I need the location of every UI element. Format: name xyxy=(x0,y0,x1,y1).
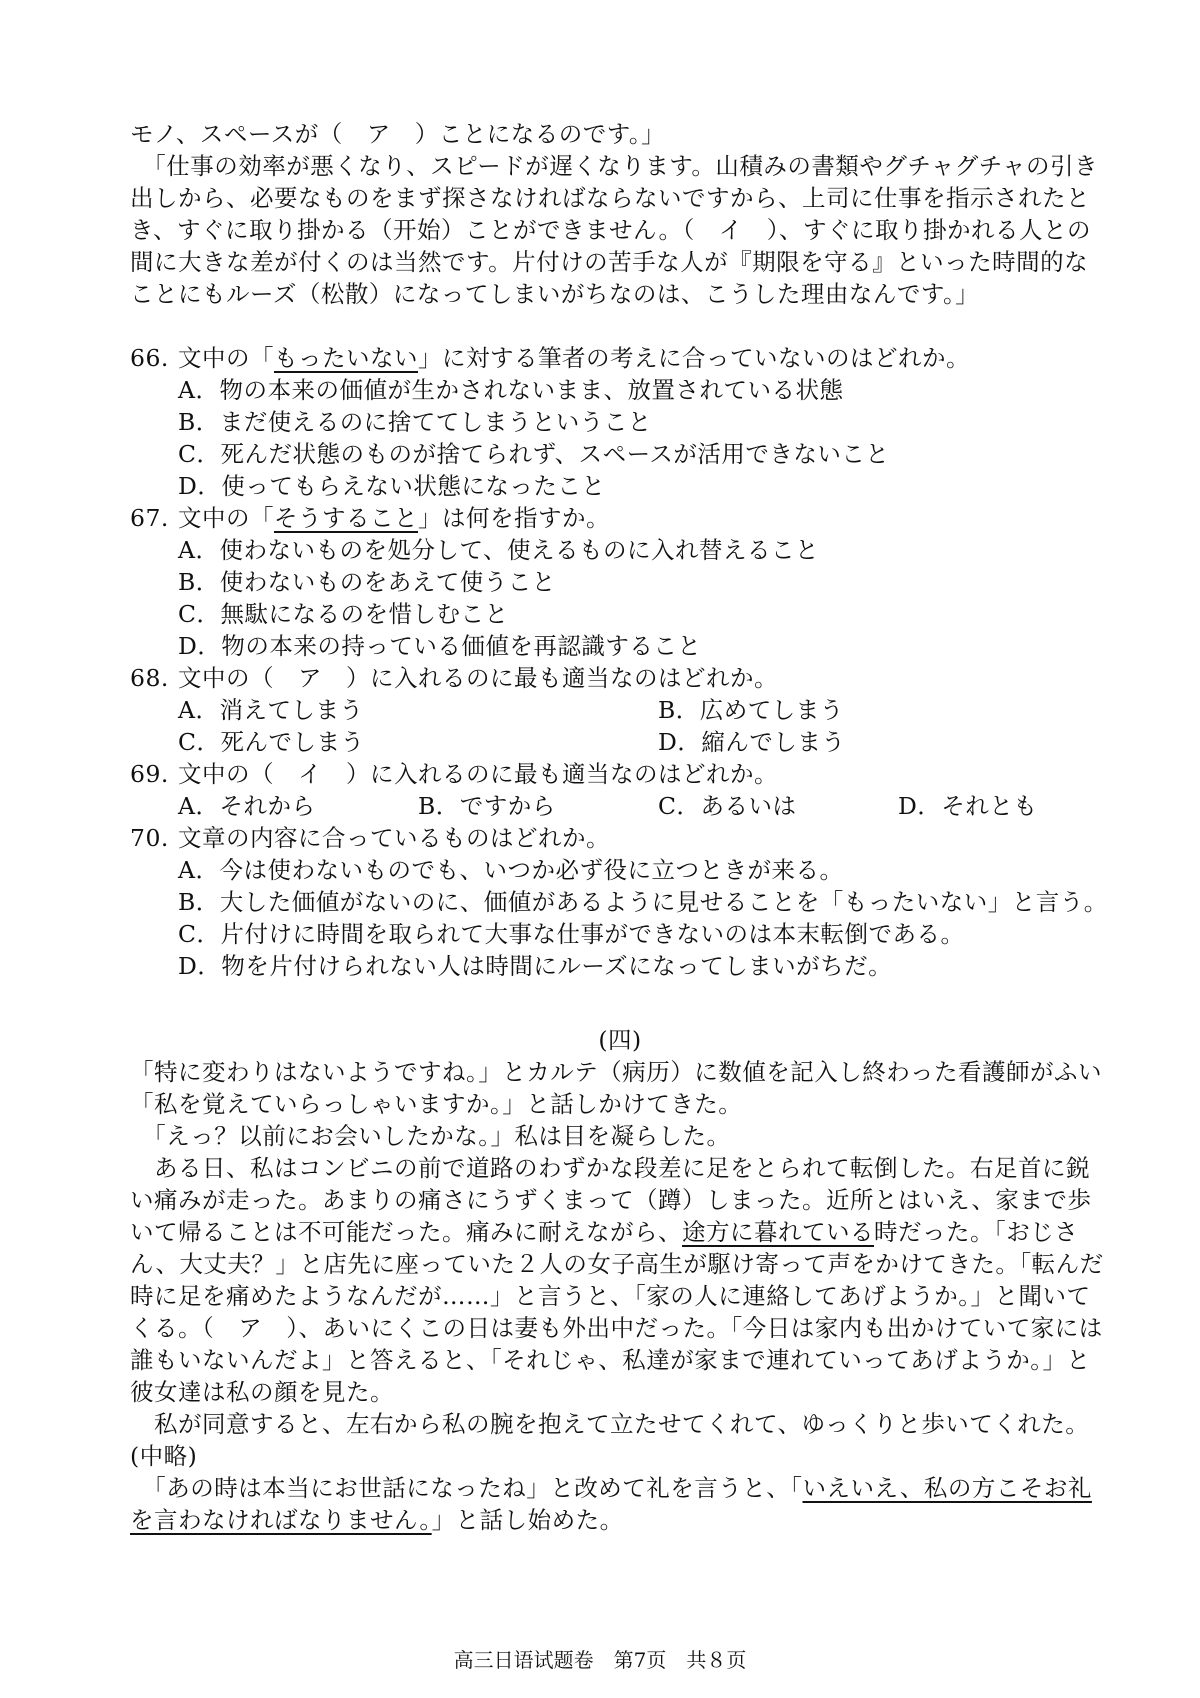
option: C．死んでしまう xyxy=(178,728,365,756)
passage-line: モノ、スペースが（ ア ）ことになるのです。」 xyxy=(130,120,666,148)
underlined-phrase: いえいえ、私の方こそお礼を言わなければなりません。 xyxy=(130,1474,1092,1534)
underlined-phrase: そうすること xyxy=(274,504,418,532)
underlined-phrase: もったいない xyxy=(274,344,418,372)
option: B．広めてしまう xyxy=(658,696,844,724)
option: A．それから xyxy=(178,792,316,820)
option: B．ですから xyxy=(418,792,556,820)
option: B．使わないものをあえて使うこと xyxy=(178,568,556,596)
option: A．物の本来の価値が生かされないまま、放置されている状態 xyxy=(178,376,844,404)
spacer xyxy=(130,982,1110,1014)
option: D．物を片付けられない人は時間にルーズになってしまいがちだ。 xyxy=(178,952,893,980)
passage-paragraph: ある日、私はコンビニの前で道路のわずかな段差に足をとられて転倒した。右足首に鋭い痛みが走った。あまりの痛さにうずくまって（蹲）しまった。近所とはいえ、家まで歩いて帰ることは不可能だった。痛みに耐えながら、途方に暮れている時だった。「おじさん、大丈夫？」と店先に座っていた２人の女子高生が駆け寄って声をかけてきた。「転んだ時に足を痛めたようなんだが……」と言うと、「家の人に連絡してあげようか。」と聞いてくる。（ ア ）、あいにくこの日は妻も外出中だった。「今日は家内も出かけていて家には誰もいないんだよ」と答えると、「それじゃ、私達が家まで連れていってあげようか。」と彼女達は私の顔を見た。 xyxy=(130,1154,1104,1406)
option: A．消えてしまう xyxy=(178,696,364,724)
option: B．大した価値がないのに、価値があるように見せることを「もったいない」と言う。 xyxy=(178,888,1108,916)
passage-paragraph: 「仕事の効率が悪くなり、スピードが遅くなります。山積みの書類やグチャグチャの引き出しから、必要なものをまず探さなければならないですから、上司に仕事を指示されたとき、すぐに取り掛かる（开始）ことができません。（ イ ）、すぐに取り掛かれる人との間に大きな差が付くのは当然です。片付けの苦手な人が『期限を守る』といった時間的なことにもルーズ（松散）になってしまいがちなのは、こうした理由なんです。」 xyxy=(130,152,1099,308)
passage-paragraph: 「えっ？以前にお会いしたかな。」私は目を凝らした。 xyxy=(154,1122,731,1150)
option: D．物の本来の持っている価値を再認識すること xyxy=(178,632,702,660)
option: D．縮んでしまう xyxy=(658,728,846,756)
option: C．死んだ状態のものが捨てられず、スペースが活用できないこと xyxy=(178,440,890,468)
option-row xyxy=(178,726,1110,758)
option: A．今は使わないものでも、いつか必ず役に立つときが来る。 xyxy=(178,856,844,884)
option: C．無駄になるのを惜しむこと xyxy=(178,600,509,628)
passage-paragraph: 私が同意すると、左右から私の腕を抱えて立たせてくれて、ゆっくりと歩いてくれた。(中略) xyxy=(130,1410,1090,1470)
page-footer: 高三日语试题卷 第7页 共８页 xyxy=(453,1648,747,1672)
option-row xyxy=(178,790,1110,822)
option: C．あるいは xyxy=(658,792,797,820)
option: A．使わないものを処分して、使えるものに入れ替えること xyxy=(178,536,820,564)
question-66: 66. 文中の「もったいない」に対する筆者の考えに合っていないのはどれか。 xyxy=(130,344,970,372)
underlined-phrase: 途方に暮れている xyxy=(682,1218,874,1246)
passage-paragraph: 「あの時は本当にお世話になったね」と改めて礼を言うと、「いえいえ、私の方こそお礼を言わなければなりません。」と話し始めた。 xyxy=(130,1474,1092,1534)
option-row xyxy=(178,694,1110,726)
option: C．片付けに時間を取られて大事な仕事ができないのは本末転倒である。 xyxy=(178,920,965,948)
passage-paragraph: 「特に変わりはないようですね。」とカルテ（病历）に数値を記入し終わった看護師がふい「私を覚えていらっしゃいますか。」と話しかけてきた。 xyxy=(130,1058,1103,1118)
spacer xyxy=(130,310,1110,342)
option: B．まだ使えるのに捨ててしまうということ xyxy=(178,408,652,436)
question-69: 69. 文中の（ イ ）に入れるのに最も適当なのはどれか。 xyxy=(130,760,778,788)
option: D．それとも xyxy=(898,792,1038,820)
question-70: 70. 文章の内容に合っているものはどれか。 xyxy=(130,824,610,852)
option: D．使ってもらえない状態になったこと xyxy=(178,472,606,500)
exam-page xyxy=(130,118,1110,1536)
question-67: 67. 文中の「そうすること」は何を指すか。 xyxy=(130,504,610,532)
question-68: 68. 文中の（ ア ）に入れるのに最も適当なのはどれか。 xyxy=(130,664,778,692)
section-title: (四) xyxy=(598,1026,642,1054)
